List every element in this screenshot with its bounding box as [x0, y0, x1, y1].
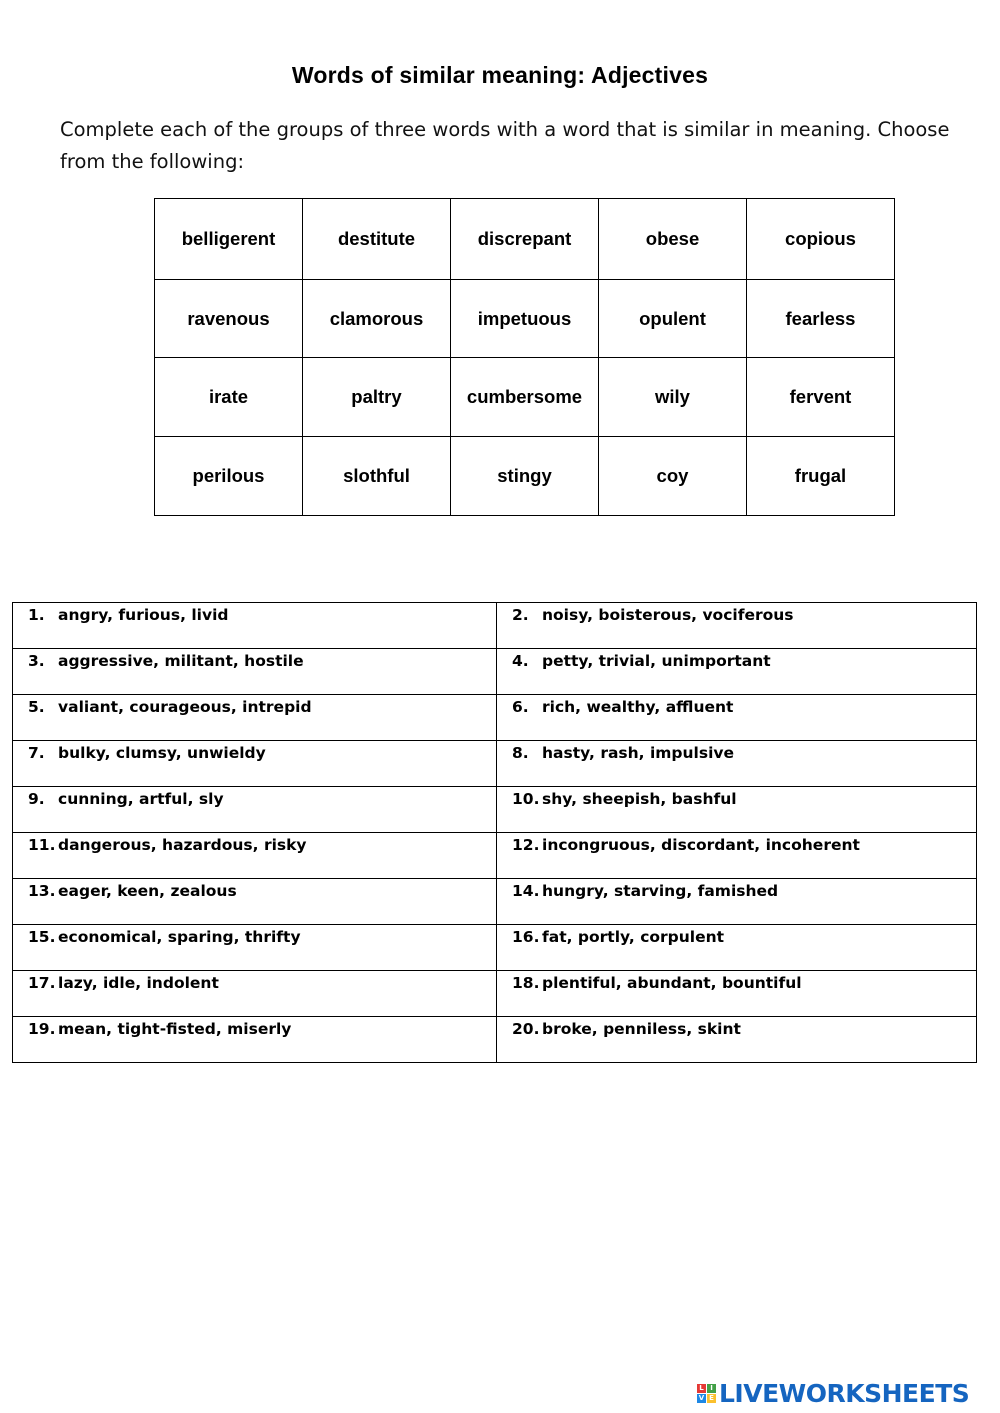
group-words: incongruous, discordant, incoherent [542, 836, 860, 854]
group-number: 17. [28, 974, 56, 992]
word-group-cell[interactable] [497, 879, 977, 925]
word-bank-cell: coy [599, 437, 747, 516]
group-number: 8. [512, 744, 529, 762]
instructions: Complete each of the groups of three words with a word that is similar in meaning. Choose from the following: [60, 118, 950, 173]
word-group-cell[interactable] [497, 925, 977, 971]
logo-mark-letter: V [698, 1393, 705, 1402]
word-bank-cell: impetuous [451, 280, 599, 358]
logo-text: LIVEWORKSHEETS [719, 1378, 970, 1408]
table-row [13, 787, 977, 833]
group-words: broke, penniless, skint [542, 1020, 741, 1038]
word-group-cell[interactable] [497, 603, 977, 649]
logo-mark-letter: E [707, 1394, 716, 1403]
word-bank-cell: paltry [303, 358, 451, 437]
word-group-cell[interactable] [13, 649, 497, 695]
word-group-cell[interactable] [497, 649, 977, 695]
word-group-cell[interactable] [497, 787, 977, 833]
word-bank-cell: belligerent [155, 199, 303, 280]
word-group-cell[interactable] [13, 971, 497, 1017]
table-row [13, 1017, 977, 1063]
word-bank-cell: opulent [599, 280, 747, 358]
group-words: hungry, starving, famished [542, 882, 779, 900]
word-bank-cell: irate [155, 358, 303, 437]
word-bank-cell: fearless [747, 280, 895, 358]
group-words: lazy, idle, indolent [58, 974, 219, 992]
word-group-cell[interactable] [497, 971, 977, 1017]
group-number: 15. [28, 928, 56, 946]
word-bank-table [154, 198, 895, 516]
group-number: 5. [28, 698, 45, 716]
word-group-cell[interactable] [13, 833, 497, 879]
group-number: 12. [512, 836, 540, 854]
group-number: 14. [512, 882, 540, 900]
word-bank-cell: destitute [303, 199, 451, 280]
group-words: bulky, clumsy, unwieldy [58, 744, 266, 762]
logo-mark-icon [697, 1384, 716, 1403]
word-group-cell[interactable] [13, 1017, 497, 1063]
group-words: aggressive, militant, hostile [58, 652, 304, 670]
group-words: economical, sparing, thrifty [58, 928, 301, 946]
word-bank-cell: cumbersome [451, 358, 599, 437]
word-group-cell[interactable] [497, 741, 977, 787]
group-number: 16. [512, 928, 540, 946]
group-words: eager, keen, zealous [58, 882, 237, 900]
group-words: plentiful, abundant, bountiful [542, 974, 802, 992]
group-number: 18. [512, 974, 540, 992]
table-row [13, 603, 977, 649]
group-words: dangerous, hazardous, risky [58, 836, 307, 854]
word-bank-cell: wily [599, 358, 747, 437]
group-number: 13. [28, 882, 56, 900]
group-number: 7. [28, 744, 45, 762]
word-bank-cell: stingy [451, 437, 599, 516]
table-row [13, 649, 977, 695]
word-bank-cell: ravenous [155, 280, 303, 358]
word-group-cell[interactable] [13, 741, 497, 787]
logo-mark-letter: I [707, 1384, 716, 1393]
group-number: 11. [28, 836, 56, 854]
word-group-cell[interactable] [13, 925, 497, 971]
word-group-cell[interactable] [497, 695, 977, 741]
word-group-cell[interactable] [13, 787, 497, 833]
group-words: angry, furious, livid [58, 606, 229, 624]
group-number: 19. [28, 1020, 56, 1038]
table-row [13, 879, 977, 925]
word-bank-row [155, 358, 895, 437]
table-row [13, 971, 977, 1017]
word-bank-row [155, 437, 895, 516]
table-row [13, 833, 977, 879]
table-row [13, 741, 977, 787]
group-number: 10. [512, 790, 540, 808]
word-group-cell[interactable] [497, 833, 977, 879]
word-bank-cell: obese [599, 199, 747, 280]
logo-mark-letter: L [697, 1384, 706, 1393]
group-words: rich, wealthy, affluent [542, 698, 734, 716]
group-number: 9. [28, 790, 45, 808]
word-bank-cell: perilous [155, 437, 303, 516]
word-group-cell[interactable] [497, 1017, 977, 1063]
word-bank-cell: discrepant [451, 199, 599, 280]
word-group-cell[interactable] [13, 695, 497, 741]
group-words: noisy, boisterous, vociferous [542, 606, 794, 624]
group-number: 1. [28, 606, 45, 624]
word-bank-row [155, 199, 895, 280]
group-words: valiant, courageous, intrepid [58, 698, 312, 716]
group-number: 20. [512, 1020, 540, 1038]
group-number: 4. [512, 652, 529, 670]
word-groups-table [12, 602, 977, 1063]
group-words: fat, portly, corpulent [542, 928, 725, 946]
group-number: 3. [28, 652, 45, 670]
group-number: 2. [512, 606, 529, 624]
table-row [13, 925, 977, 971]
word-bank-cell: clamorous [303, 280, 451, 358]
group-number: 6. [512, 698, 529, 716]
group-words: hasty, rash, impulsive [542, 744, 735, 762]
word-bank-cell: frugal [747, 437, 895, 516]
word-bank-cell: slothful [303, 437, 451, 516]
word-group-cell[interactable] [13, 603, 497, 649]
word-group-cell[interactable] [13, 879, 497, 925]
group-words: cunning, artful, sly [58, 790, 224, 808]
page-title: Words of similar meaning: Adjectives [291, 62, 709, 88]
table-row [13, 695, 977, 741]
group-words: mean, tight-fisted, miserly [58, 1020, 292, 1038]
word-bank-cell: copious [747, 199, 895, 280]
word-bank-cell: fervent [747, 358, 895, 437]
group-words: petty, trivial, unimportant [542, 652, 771, 670]
liveworksheets-logo[interactable] [697, 1378, 969, 1408]
group-words: shy, sheepish, bashful [542, 790, 737, 808]
word-bank-row [155, 280, 895, 358]
